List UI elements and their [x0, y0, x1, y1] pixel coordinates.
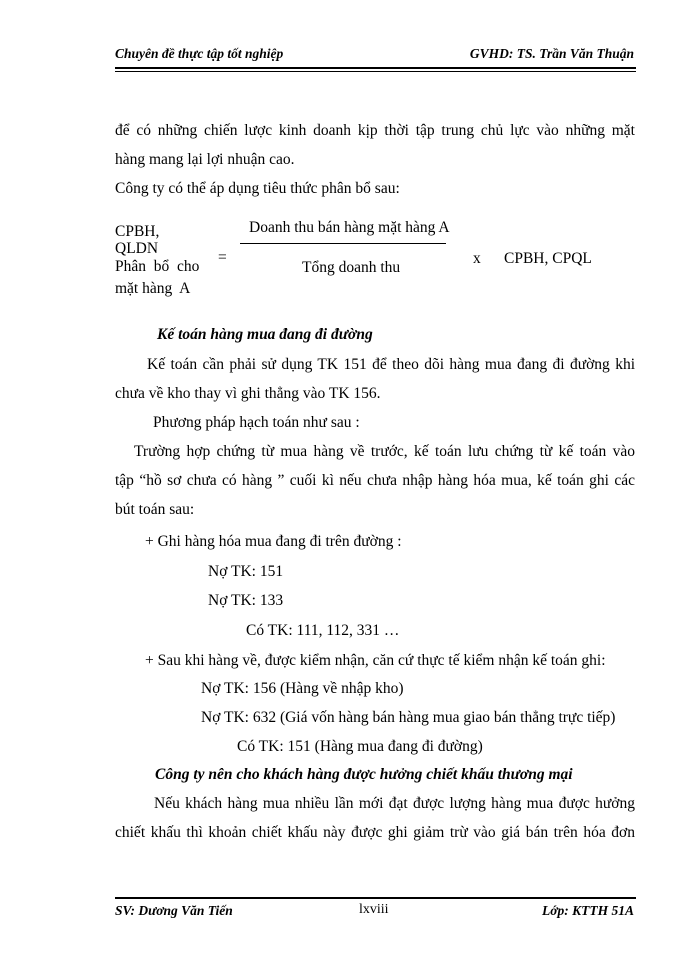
- section-heading-goods-in-transit: Kế toán hàng mua đang đi đường: [157, 326, 373, 343]
- entry1-credit: Có TK: 111, 112, 331 …: [246, 622, 400, 639]
- footer-rule: [115, 897, 636, 899]
- section1-method: Phương pháp hạch toán như sau :: [153, 414, 360, 431]
- entry1-title: + Ghi hàng hóa mua đang đi trên đường :: [145, 533, 402, 550]
- intro-line-2: hàng mang lại lợi nhuận cao.: [115, 151, 295, 168]
- intro-line-1: để có những chiến lược kinh doanh kịp thời tập trung chủ lực vào những mặt: [115, 122, 635, 139]
- formula-denominator: Tổng doanh thu: [302, 259, 401, 276]
- section1-p1-line-1: Kế toán cần phải sử dụng TK 151 để theo dõi hàng mua đang đi đường khi: [147, 356, 635, 373]
- section2-line-1: Nếu khách hàng mua nhiều lần mới đạt được lượng hàng mua được hưởng: [154, 795, 635, 812]
- intro-line-3: Công ty có thể áp dụng tiêu thức phân bổ sau:: [115, 180, 400, 197]
- formula-equals: =: [218, 249, 227, 266]
- page-number: lxviii: [359, 902, 389, 917]
- entry2-debit-156: Nợ TK: 156 (Hàng về nhập kho): [201, 680, 404, 697]
- entry1-debit-133: Nợ TK: 133: [208, 592, 284, 609]
- section2-line-2: chiết khấu thì khoản chiết khấu này được ghi giảm trừ vào giá bán trên hóa đơn: [115, 824, 635, 841]
- formula-lhs-line-4: mặt hàng A: [115, 280, 191, 297]
- section1-p2-line-3: bút toán sau:: [115, 501, 195, 518]
- header-title: Chuyên đề thực tập tốt nghiệp: [115, 46, 284, 61]
- formula-lhs-line-2: QLDN: [115, 240, 159, 257]
- entry2-debit-632: Nợ TK: 632 (Giá vốn hàng bán hàng mua giao bán thẳng trực tiếp): [201, 709, 616, 726]
- formula-lhs-line-1: CPBH,: [115, 223, 160, 240]
- section1-p1-line-2: chưa về kho thay vì ghi thẳng vào TK 156.: [115, 385, 381, 402]
- footer-student: SV: Dương Văn Tiến: [115, 903, 233, 918]
- footer-class: Lớp: KTTH 51A: [542, 903, 634, 918]
- header-rule: [115, 67, 636, 69]
- formula-lhs-line-3: Phân bổ cho: [115, 258, 200, 275]
- section-heading-trade-discount: Công ty nên cho khách hàng được hưởng chiết khấu thương mại: [155, 766, 573, 783]
- fraction-line: [240, 243, 446, 244]
- entry1-debit-151: Nợ TK: 151: [208, 563, 284, 580]
- section1-p2-line-2: tập “hồ sơ chưa có hàng ” cuối kì nếu chưa nhập hàng hóa mua, kế toán ghi các: [115, 472, 635, 489]
- formula-times: x: [473, 250, 481, 267]
- section1-p2-line-1: Trường hợp chứng từ mua hàng về trước, kế toán lưu chứng từ kế toán vào: [134, 443, 635, 460]
- entry2-title: + Sau khi hàng về, được kiểm nhận, căn cứ thực tế kiểm nhận kế toán ghi:: [145, 652, 606, 669]
- header-advisor: GVHD: TS. Trần Văn Thuận: [469, 46, 634, 61]
- entry2-credit: Có TK: 151 (Hàng mua đang đi đường): [237, 738, 483, 755]
- formula-multiplier: CPBH, CPQL: [504, 250, 592, 267]
- formula-numerator: Doanh thu bán hàng mặt hàng A: [249, 219, 450, 236]
- header-rule-thin: [115, 71, 636, 72]
